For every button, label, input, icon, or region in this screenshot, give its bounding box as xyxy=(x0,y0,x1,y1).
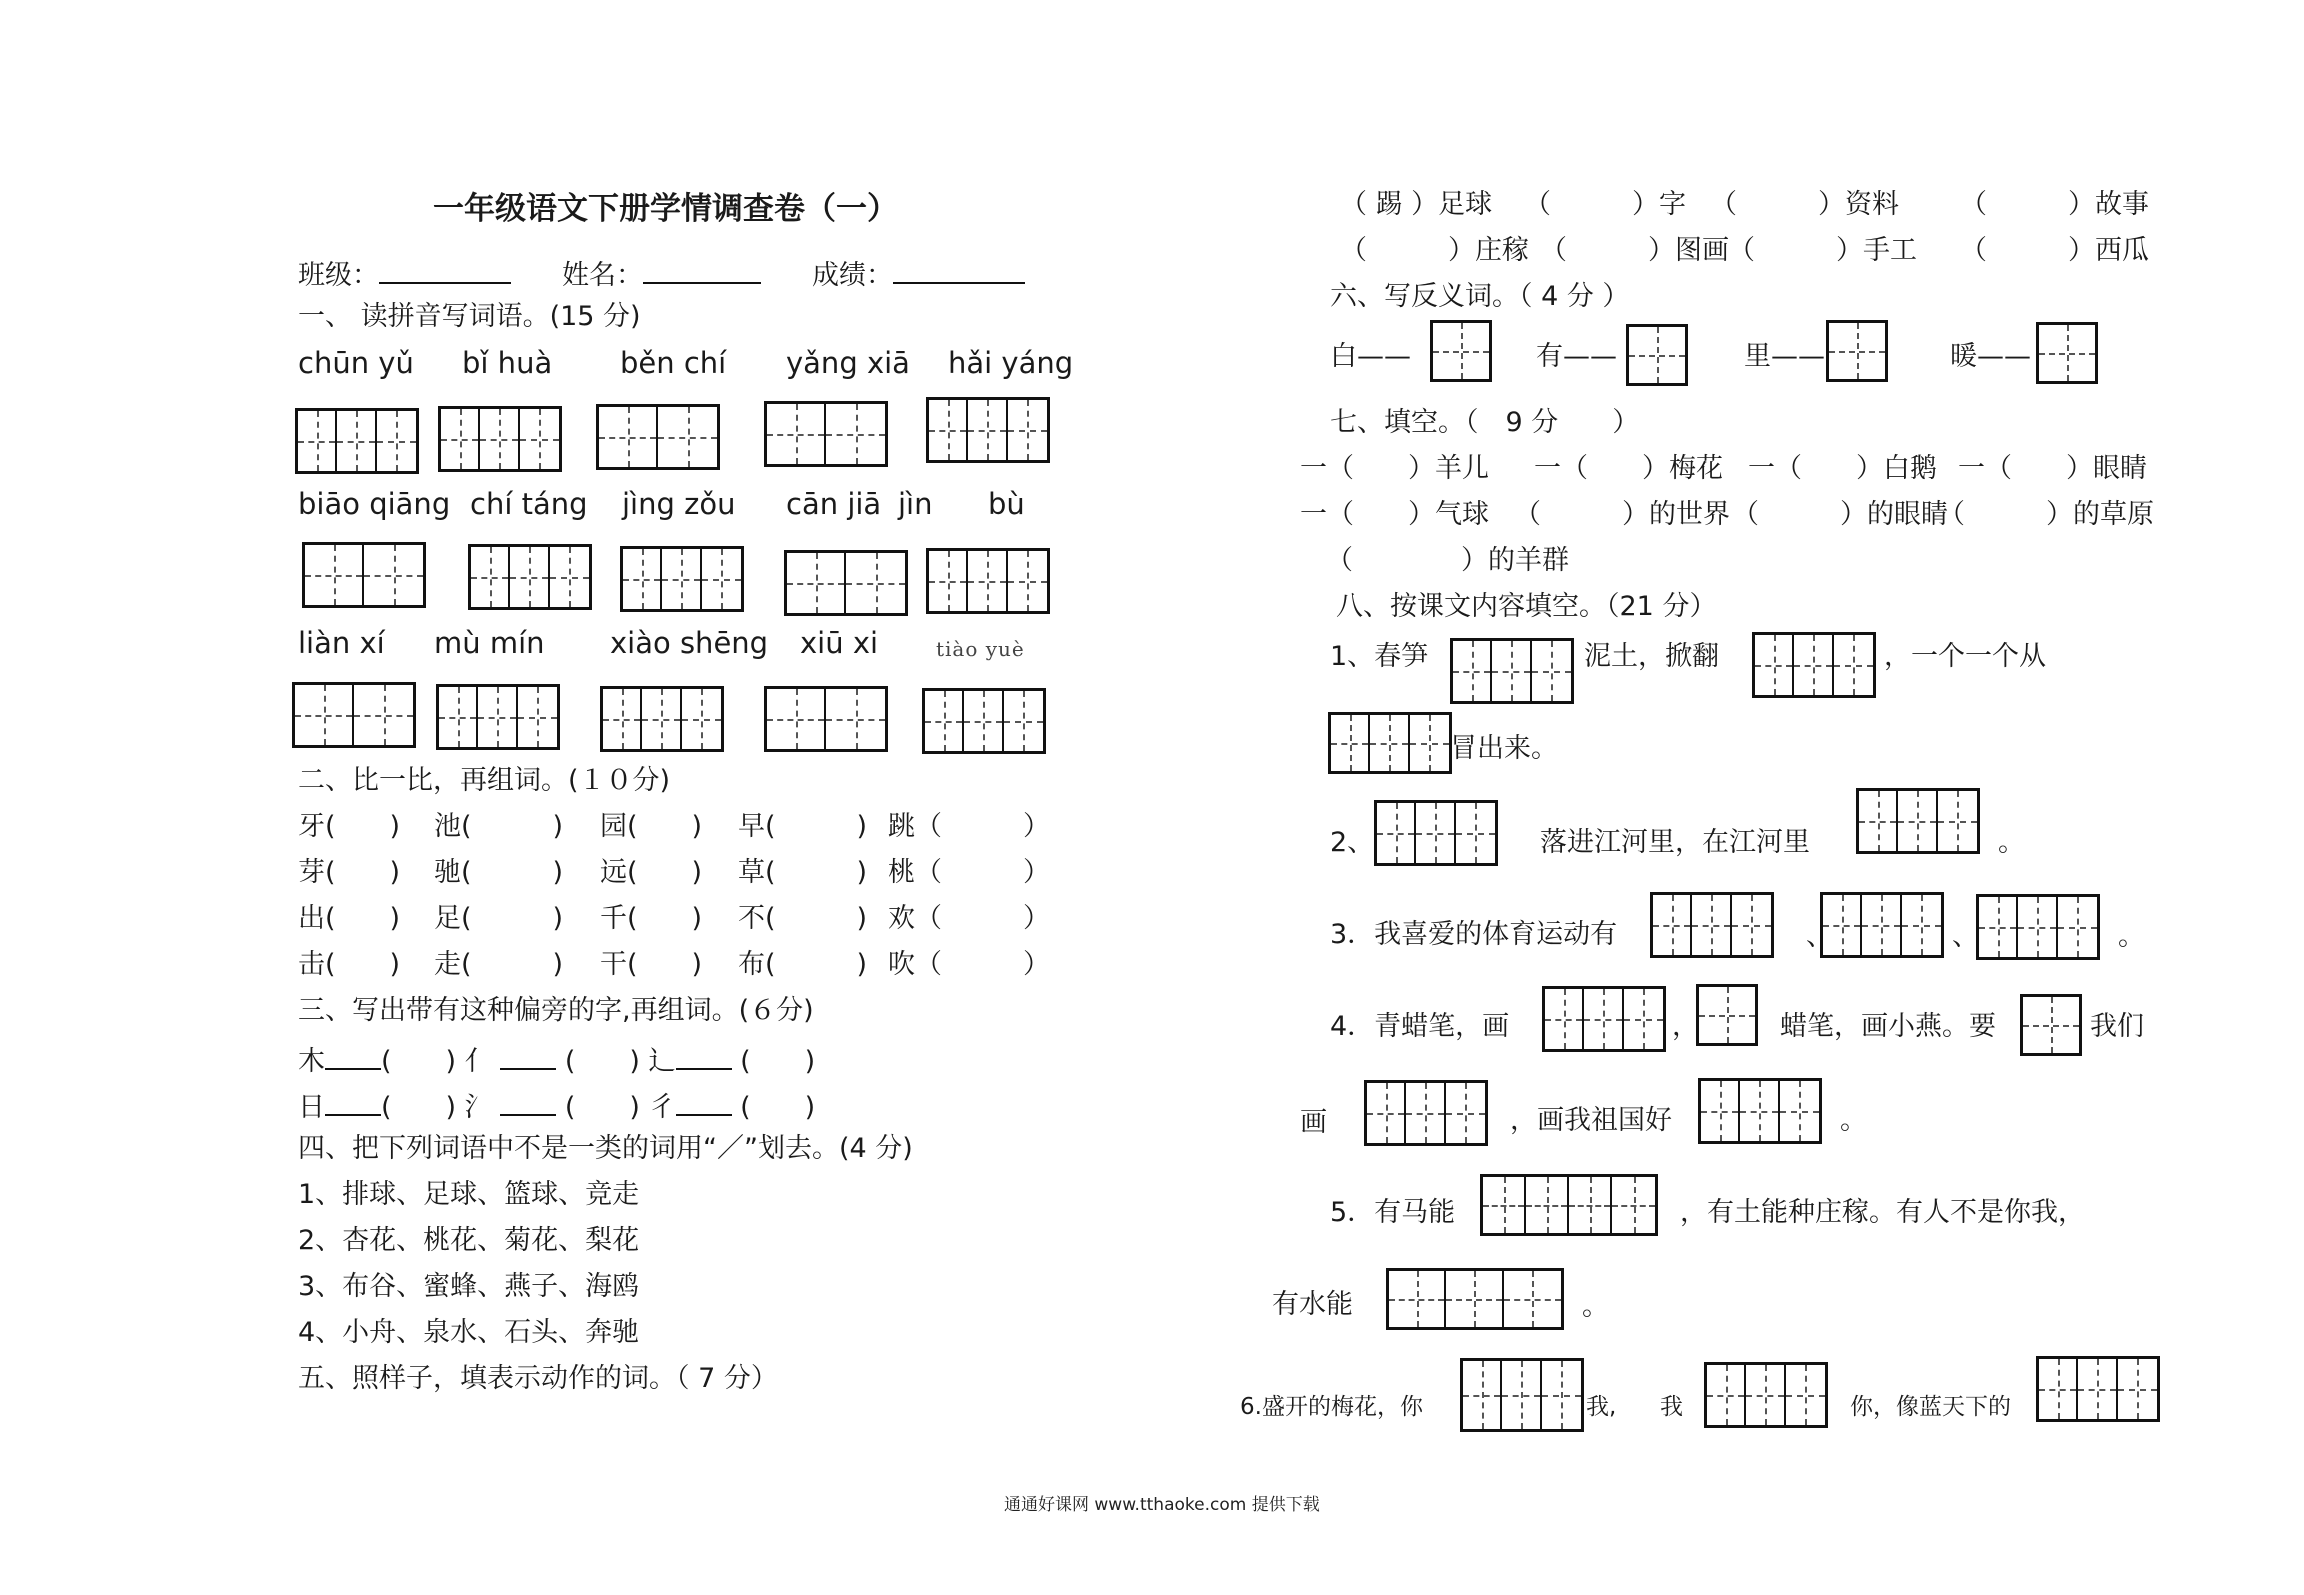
tianzi-grid[interactable] xyxy=(2036,322,2098,384)
name-label: 姓名： xyxy=(562,260,643,291)
tianzi-grid[interactable] xyxy=(436,684,560,750)
question-text: ，有土能种庄稼。有人不是你我， xyxy=(1680,1197,2085,1228)
question-text: 4．青蜡笔，画 xyxy=(1330,1011,1510,1042)
tianzi-grid[interactable] xyxy=(2020,994,2082,1056)
compare-item: 桃（ ） xyxy=(888,857,1050,888)
question-text: 3．我喜爱的体育运动有 xyxy=(1330,919,1618,950)
s3-heading: 三、写出带有这种偏旁的字,再组词。(６分) xyxy=(298,995,814,1026)
tianzi-grid[interactable] xyxy=(1820,892,1944,958)
compare-item: 池( ) xyxy=(434,811,564,842)
question-text: 蜡笔，画小燕。要 xyxy=(1780,1011,1996,1042)
blank[interactable] xyxy=(500,1086,556,1116)
tianzi-grid[interactable] xyxy=(1698,1078,1822,1144)
fill-item: （ 踢 ）足球 xyxy=(1340,189,1493,220)
blank[interactable] xyxy=(325,1040,381,1070)
tianzi-grid[interactable] xyxy=(764,686,888,752)
pinyin: chūn yǔ xyxy=(298,346,414,380)
tianzi-grid[interactable] xyxy=(1856,788,1980,854)
pinyin: xiū xi xyxy=(800,626,879,660)
fill-item: （ ）西瓜 xyxy=(1960,235,2149,266)
question-text: 。 xyxy=(2118,921,2145,952)
compare-item: 不( ) xyxy=(738,903,868,934)
question-text: 你，像蓝天下的 xyxy=(1850,1394,2011,1420)
radical: 彳 xyxy=(648,1092,676,1123)
question-text: 5．有马能 xyxy=(1330,1197,1456,1228)
class-label: 班级： xyxy=(298,260,379,291)
list-item: 2、杏花、桃花、菊花、梨花 xyxy=(298,1225,640,1256)
name-blank[interactable] xyxy=(643,254,761,284)
tianzi-grid[interactable] xyxy=(600,686,724,752)
pinyin: liàn xí xyxy=(298,626,385,660)
paren: ( ) xyxy=(381,1046,457,1077)
compare-item: 远( ) xyxy=(600,857,703,888)
question-text: 我 xyxy=(1660,1394,1683,1420)
question-text: ， xyxy=(1672,1011,1699,1042)
question-text: 冒出来。 xyxy=(1450,733,1558,764)
compare-item: 牙( ) xyxy=(298,811,401,842)
pinyin: běn chí xyxy=(620,346,727,380)
question-text: 2、 xyxy=(1330,827,1375,858)
question-text: ，画我祖国好 xyxy=(1510,1105,1672,1136)
question-text: 我, xyxy=(1586,1394,1617,1420)
tianzi-grid[interactable] xyxy=(1386,1268,1564,1330)
antonym-label: 里—— xyxy=(1744,341,1825,372)
s4-heading: 四、把下列词语中不是一类的词用“／”划去。(4 分) xyxy=(298,1133,913,1164)
radical: 亻 xyxy=(464,1046,492,1077)
list-item: 3、布谷、蜜蜂、燕子、海鸥 xyxy=(298,1271,640,1302)
fill-item: （ ）图画 xyxy=(1540,235,1729,266)
fill-item: （ ）故事 xyxy=(1960,189,2149,220)
blank[interactable] xyxy=(325,1086,381,1116)
pinyin: yǎng xiā xyxy=(786,346,910,380)
tianzi-grid[interactable] xyxy=(1696,984,1758,1046)
paren: ( ) xyxy=(381,1092,457,1123)
pinyin: xiào shēng xyxy=(610,626,769,660)
antonym-label: 有—— xyxy=(1536,341,1617,372)
fill-item: （ ）手工 xyxy=(1728,235,1917,266)
tianzi-grid[interactable] xyxy=(926,548,1050,614)
tianzi-grid[interactable] xyxy=(438,406,562,472)
paren: ( ) xyxy=(740,1046,816,1077)
question-text: 6.盛开的梅花，你 xyxy=(1240,1394,1423,1420)
tianzi-grid[interactable] xyxy=(1826,320,1888,382)
compare-item: 千( ) xyxy=(600,903,703,934)
s1-heading: 一、 读拼音写词语。(15 分) xyxy=(298,301,641,332)
fill-item: （ ）资料 xyxy=(1710,189,1899,220)
antonym-label: 白—— xyxy=(1330,341,1411,372)
tianzi-grid[interactable] xyxy=(784,550,908,616)
pinyin: jìng zǒu xyxy=(622,487,736,521)
score-blank[interactable] xyxy=(893,254,1025,284)
tianzi-grid[interactable] xyxy=(1430,320,1492,382)
question-text: ，一个一个从 xyxy=(1884,641,2046,672)
question-text: 。 xyxy=(1840,1105,1867,1136)
fill-item: （ ）的眼睛 xyxy=(1732,499,1948,530)
list-item: 4、小舟、泉水、石头、奔驰 xyxy=(298,1317,640,1348)
pinyin: tiào yuè xyxy=(936,637,1025,661)
question-text: 。 xyxy=(1998,827,2025,858)
compare-item: 驰( ) xyxy=(434,857,564,888)
question-text: 画 xyxy=(1300,1107,1327,1138)
pinyin: bù xyxy=(988,487,1025,521)
blank[interactable] xyxy=(500,1040,556,1070)
tianzi-grid[interactable] xyxy=(302,542,426,608)
footer-text: 通通好课网 www.tthaoke.com 提供下载 xyxy=(1004,1495,1320,1515)
fill-item: 一（ ）白鹅 xyxy=(1748,453,1937,484)
question-text: 、 xyxy=(1806,921,1833,952)
tianzi-grid[interactable] xyxy=(1626,324,1688,386)
tianzi-grid[interactable] xyxy=(1704,1362,1828,1428)
fill-item: （ ）的世界 xyxy=(1514,499,1730,530)
radical: 日 xyxy=(298,1092,325,1123)
pinyin: hǎi yáng xyxy=(948,346,1074,380)
tianzi-grid[interactable] xyxy=(764,401,888,467)
compare-item: 走( ) xyxy=(434,949,564,980)
s7-heading: 七、填空。（ 9 分 ） xyxy=(1330,407,1640,438)
s5-heading: 五、照样子，填表示动作的词。（ 7 分） xyxy=(298,1363,778,1394)
radical: 辶 xyxy=(648,1046,676,1077)
tianzi-grid[interactable] xyxy=(1364,1080,1488,1146)
fill-item: （ ）字 xyxy=(1524,189,1686,220)
question-text: 泥土，掀翻 xyxy=(1584,641,1719,672)
blank[interactable] xyxy=(676,1086,732,1116)
compare-item: 吹（ ） xyxy=(888,949,1050,980)
page-title: 一年级语文下册学情调查卷（一） xyxy=(433,191,898,227)
tianzi-grid[interactable] xyxy=(1542,986,1666,1052)
tianzi-grid[interactable] xyxy=(1480,1174,1658,1236)
antonym-label: 暖—— xyxy=(1950,341,2031,372)
fill-item: 一（ ）羊儿 xyxy=(1300,453,1489,484)
compare-item: 早( ) xyxy=(738,811,868,842)
tianzi-grid[interactable] xyxy=(922,688,1046,754)
tianzi-grid[interactable] xyxy=(926,397,1050,463)
fill-item: 一（ ）梅花 xyxy=(1534,453,1723,484)
question-text: 1、春笋 xyxy=(1330,641,1429,672)
tianzi-grid[interactable] xyxy=(1752,632,1876,698)
compare-item: 跳（ ） xyxy=(888,811,1050,842)
radical: 氵 xyxy=(464,1092,492,1123)
tianzi-grid[interactable] xyxy=(1650,892,1774,958)
tianzi-grid[interactable] xyxy=(1976,894,2100,960)
fill-item: （ ）的草原 xyxy=(1938,499,2154,530)
s6-heading: 六、写反义词。（ 4 分 ） xyxy=(1330,281,1630,312)
radical-row xyxy=(298,1086,815,1125)
class-blank[interactable] xyxy=(379,254,511,284)
pinyin: chí táng xyxy=(470,487,588,521)
s8-heading: 八、按课文内容填空。（21 分） xyxy=(1336,591,1717,622)
tianzi-grid[interactable] xyxy=(596,404,720,470)
tianzi-grid[interactable] xyxy=(1374,800,1498,866)
tianzi-grid[interactable] xyxy=(1460,1358,1584,1432)
fill-item: 一（ ）眼睛 xyxy=(1958,453,2147,484)
list-item: 1、排球、足球、篮球、竞走 xyxy=(298,1179,640,1210)
score-label: 成绩： xyxy=(812,260,893,291)
pinyin: cān jiā xyxy=(786,487,882,521)
pinyin: mù mín xyxy=(434,626,545,660)
fill-item: 一（ ）气球 xyxy=(1300,499,1489,530)
question-text: 、 xyxy=(1952,921,1979,952)
question-text: 我们 xyxy=(2090,1011,2144,1042)
compare-item: 草( ) xyxy=(738,857,868,888)
compare-item: 击( ) xyxy=(298,949,401,980)
paren: ( ) xyxy=(564,1046,640,1077)
tianzi-grid[interactable] xyxy=(292,682,416,748)
tianzi-grid[interactable] xyxy=(1328,712,1452,774)
compare-item: 芽( ) xyxy=(298,857,401,888)
tianzi-grid[interactable] xyxy=(620,546,744,612)
fill-item: （ ）的羊群 xyxy=(1326,545,1569,576)
tianzi-grid[interactable] xyxy=(295,408,419,474)
question-text: 落进江河里，在江河里 xyxy=(1540,827,1810,858)
question-text: 有水能 xyxy=(1272,1289,1353,1320)
pinyin: biāo qiāng xyxy=(298,487,451,521)
fill-item: （ ）庄稼 xyxy=(1340,235,1529,266)
compare-item: 干( ) xyxy=(600,949,703,980)
paren: ( ) xyxy=(564,1092,640,1123)
name-field xyxy=(562,254,761,293)
tianzi-grid[interactable] xyxy=(2036,1356,2160,1422)
class-field xyxy=(298,254,511,293)
question-text: 。 xyxy=(1582,1291,1609,1322)
blank[interactable] xyxy=(676,1040,732,1070)
pinyin: bǐ huà xyxy=(462,346,553,380)
radical: 木 xyxy=(298,1046,325,1077)
tianzi-grid[interactable] xyxy=(1450,638,1574,704)
pinyin: jìn xyxy=(898,487,933,521)
compare-item: 园( ) xyxy=(600,811,703,842)
tianzi-grid[interactable] xyxy=(468,544,592,610)
compare-item: 出( ) xyxy=(298,903,401,934)
compare-item: 布( ) xyxy=(738,949,868,980)
score-field xyxy=(812,254,1025,293)
compare-item: 欢（ ） xyxy=(888,903,1050,934)
radical-row xyxy=(298,1040,815,1079)
paren: ( ) xyxy=(740,1092,816,1123)
compare-item: 足( ) xyxy=(434,903,564,934)
s2-heading: 二、比一比，再组词。(１０分) xyxy=(298,765,671,796)
